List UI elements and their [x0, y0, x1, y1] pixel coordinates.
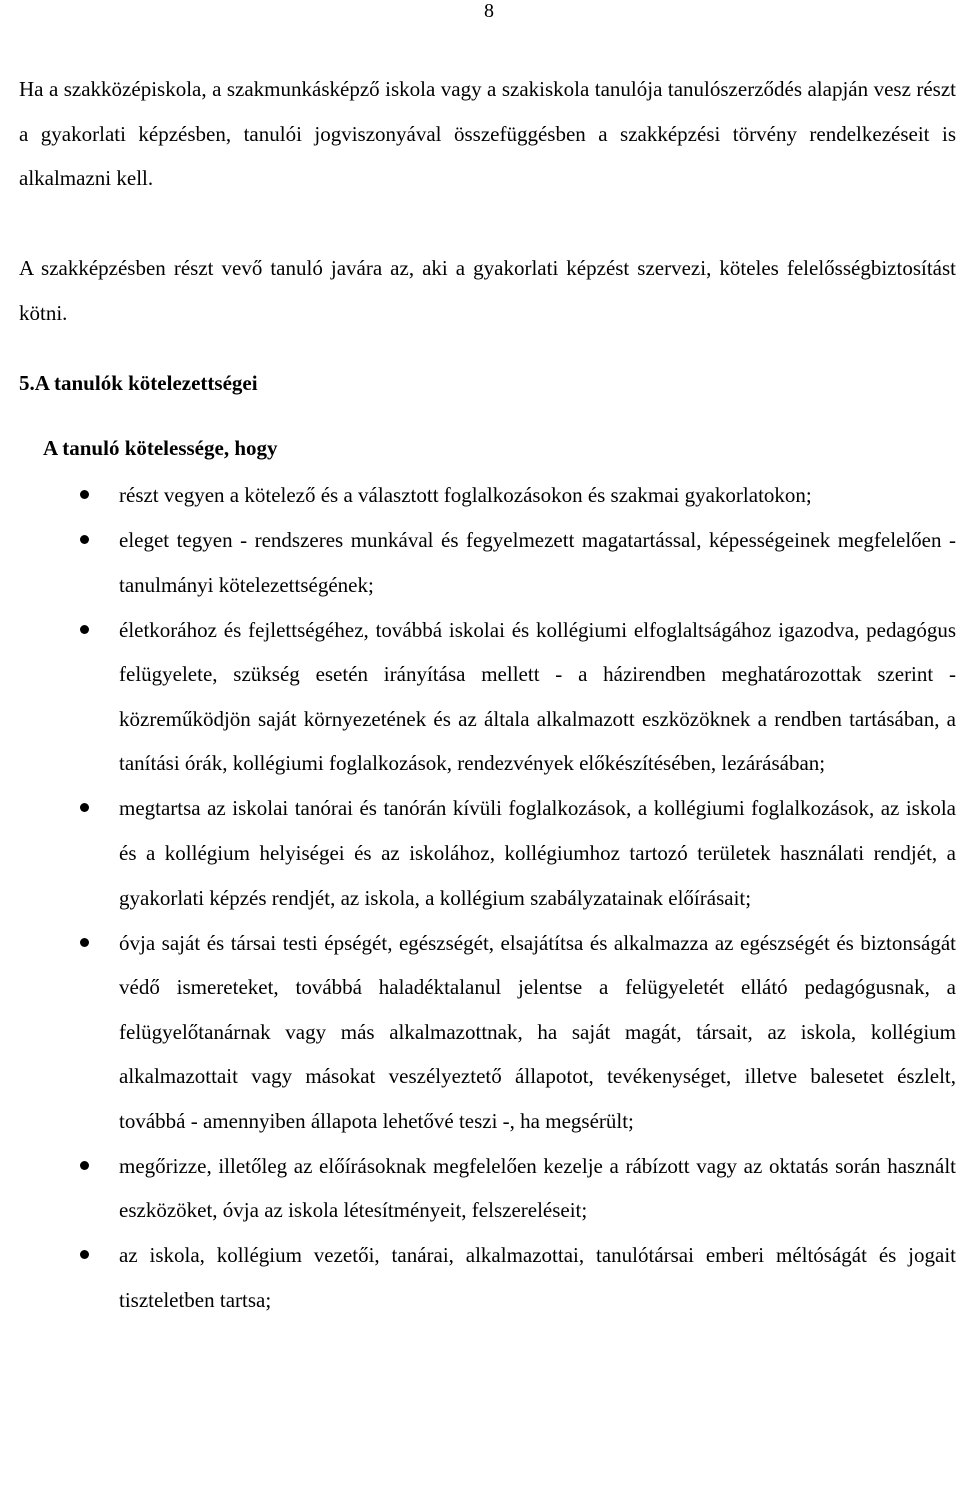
list-item-text: az iskola, kollégium vezetői, tanárai, alkalmazottai, tanulótársai emberi méltóságát és jogait tiszteletben tartsa; [119, 1243, 956, 1313]
paragraph-apprenticeship: Ha a szakközépiskola, a szakmunkásképző iskola vagy a szakiskola tanulója tanulószerződés alapján vesz részt a gyakorlati képzésben, tanulói jogviszonyával összefüggésben a szakképzési törvény rendelkezéseit is alkalmazni kell. [19, 77, 956, 191]
page-number: 8 [484, 0, 494, 22]
list-item [0, 608, 956, 786]
list-item [0, 473, 956, 518]
list-item-text: megőrizze, illetőleg az előírásoknak megfelelően kezelje a rábízott vagy az oktatás során használt eszközöket, óvja az iskola létesítményeit, felszereléseit; [119, 1153, 956, 1223]
list-item-text: eleget tegyen - rendszeres munkával és fegyelmezett magatartással, képességeinek megfelelően - tanulmányi kötelezettségének; [119, 527, 956, 597]
list-item-text: megtartsa az iskolai tanórai és tanórán kívüli foglalkozások, a kollégiumi foglalkozások, az iskola és a kollégium helyiségei és az iskolához, kollégiumhoz tartozó területek használati rendjét, a gyakorlati képzés rendjét, az iskola, a kollégium szabályzatainak előírásait; [119, 796, 956, 910]
bullet-icon [80, 938, 89, 947]
intro-heading: A tanuló kötelessége, hogy [43, 436, 278, 460]
list-item [0, 786, 956, 920]
list-item [0, 921, 956, 1144]
list-item-text: részt vegyen a kötelező és a választott foglalkozásokon és szakmai gyakorlatokon; [119, 483, 812, 507]
list-item-text: óvja saját és társai testi épségét, egészségét, elsajátítsa és alkalmazza az egészségét és biztonságát védő ismereteket, továbbá haladéktalanul jelentse a felügyeletét ellátó pedagógusnak, a felügyelőtanárnak vagy más alkalmazottnak, ha saját magát, társait, az iskola, kollégium alkalmazottait vagy másokat veszélyeztető állapotot, tevékenységet, illetve balesetet észlelt, továbbá - amennyiben állapota lehetővé teszi -, ha megsérült; [119, 930, 956, 1133]
bullet-icon [80, 803, 89, 812]
list-item [0, 518, 956, 607]
bullet-icon [80, 490, 89, 499]
bullet-icon [80, 535, 89, 544]
bullet-icon [80, 1161, 89, 1170]
paragraph-liability-insurance: A szakképzésben részt vevő tanuló javára az, aki a gyakorlati képzést szervezi, köteles felelősségbiztosítást kötni. [19, 256, 956, 325]
obligations-list [0, 473, 960, 1323]
bullet-icon [80, 625, 89, 634]
bullet-icon [80, 1250, 89, 1259]
section-heading: 5.A tanulók kötelezettségei [19, 371, 258, 395]
list-item [0, 1233, 956, 1322]
list-item-text: életkorához és fejlettségéhez, továbbá iskolai és kollégiumi elfoglaltságához igazodva, pedagógus felügyelete, szükség esetén irányítása mellett - a házirendben meghatározottak szerint - közreműködjön saját környezetének és az általa alkalmazott eszközöknek a rendben tartásában, a tanítási órák, kollégiumi foglalkozások, rendezvények előkészítésében, lezárásában; [119, 617, 956, 776]
list-item [0, 1144, 956, 1233]
